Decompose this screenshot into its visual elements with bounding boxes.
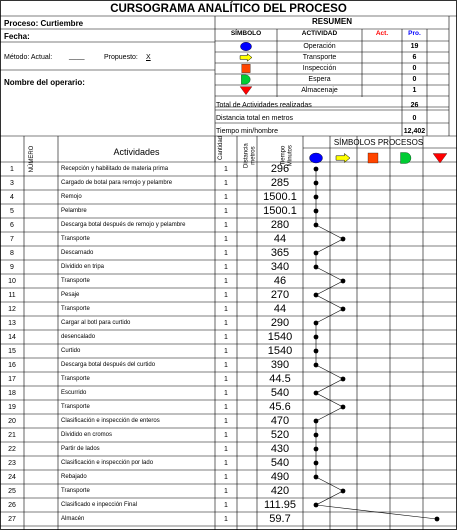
flow-dot-22	[314, 447, 319, 452]
row-time: 296	[270, 162, 290, 175]
row-time: 45.6	[269, 400, 291, 413]
operator-label: Nombre del operario:	[4, 78, 85, 87]
row-number: 5	[10, 207, 14, 215]
row-time: 285	[270, 176, 290, 189]
delay-icon	[241, 75, 250, 84]
summary-pro-count: 0	[412, 76, 417, 83]
summary-time-value: 12,402	[403, 128, 426, 135]
row-quantity: 1	[224, 459, 228, 467]
row-time: 280	[270, 218, 290, 231]
row-quantity: 1	[224, 361, 228, 369]
summary-activity: Inspección	[302, 65, 337, 72]
summary-total-value: 26	[410, 102, 419, 109]
row-activity: Escurrido	[61, 390, 87, 396]
summary-activity: Transporte	[302, 54, 337, 61]
row-number: 12	[8, 305, 16, 313]
row-quantity: 1	[224, 417, 228, 425]
row-quantity: 1	[224, 389, 228, 397]
column-distance-header: Distancia metros	[243, 143, 256, 168]
row-number: 23	[8, 459, 16, 467]
process-label: Proceso: Curtiembre	[4, 19, 84, 28]
row-activity: Clasificación e inspección por lado	[61, 460, 154, 466]
document-title: CURSOGRAMA ANALÍTICO DEL PROCESO	[110, 3, 347, 15]
row-quantity: 1	[224, 501, 228, 509]
row-time: 340	[270, 260, 290, 273]
flow-dot-21	[314, 433, 319, 438]
row-activity: Remojo	[61, 194, 82, 200]
row-number: 26	[8, 501, 16, 509]
row-quantity: 1	[224, 221, 228, 229]
summary-activity-header: ACTIVIDAD	[301, 30, 338, 37]
row-activity: Almacén	[61, 516, 85, 522]
row-quantity: 1	[224, 431, 228, 439]
row-time: 365	[270, 246, 290, 259]
row-quantity: 1	[224, 179, 228, 187]
row-activity: Dividido en cromos	[61, 432, 113, 438]
header-storage-icon	[433, 154, 447, 164]
row-activity: Pesaje	[61, 292, 80, 298]
row-activity: desencalado	[61, 334, 96, 340]
row-activity: Transporte	[61, 236, 90, 242]
row-quantity: 1	[224, 347, 228, 355]
summary-pro-count: 6	[412, 54, 417, 61]
flow-dot-1	[314, 167, 319, 172]
row-time: 540	[270, 386, 290, 399]
row-number: 15	[8, 347, 16, 355]
flow-dot-13	[314, 321, 319, 326]
row-time: 111.95	[263, 498, 296, 511]
row-number: 10	[8, 277, 16, 285]
row-time: 430	[270, 442, 290, 455]
row-activity: Partir de lados	[61, 446, 100, 452]
row-number: 11	[8, 291, 16, 299]
row-number: 6	[10, 221, 14, 229]
flow-dot-8	[314, 251, 319, 256]
flow-dot-6	[314, 223, 319, 228]
row-number: 19	[8, 403, 16, 411]
row-activity: Transporte	[61, 376, 90, 382]
row-activity: Cargado de botal para remojo y pelambre	[61, 180, 173, 186]
row-activity: Dividido en tripa	[61, 264, 105, 270]
row-quantity: 1	[224, 263, 228, 271]
row-time: 390	[270, 358, 290, 371]
row-number: 3	[10, 179, 14, 187]
flow-dot-18	[314, 391, 319, 396]
row-number: 27	[8, 515, 16, 523]
row-number: 4	[10, 193, 14, 201]
summary-pro-count: 0	[412, 65, 417, 72]
row-quantity: 1	[224, 487, 228, 495]
flow-dot-11	[314, 293, 319, 298]
flow-dot-9	[314, 265, 319, 270]
row-number: 18	[8, 389, 16, 397]
row-quantity: 1	[224, 515, 228, 523]
flow-dot-24	[314, 475, 319, 480]
summary-distance-label: Distancia total en metros	[216, 115, 294, 122]
summary-distance-value: 0	[412, 115, 417, 122]
method-proposed-label: Propuesto:	[104, 54, 138, 61]
summary-activity: Almacenaje	[301, 87, 338, 94]
row-time: 44	[273, 232, 287, 245]
header-delay-icon	[401, 153, 412, 164]
row-number: 22	[8, 445, 16, 453]
method-actual-value: ____	[69, 53, 85, 60]
row-number: 17	[8, 375, 16, 383]
row-number: 21	[8, 431, 16, 439]
column-activities-header: Actividades	[113, 147, 160, 157]
row-quantity: 1	[224, 305, 228, 313]
summary-activity: Espera	[308, 76, 331, 83]
row-activity: Descarga botal después de remojo y pelambre	[61, 222, 186, 228]
header-transport-icon	[336, 154, 350, 163]
row-quantity: 1	[224, 249, 228, 257]
row-time: 290	[270, 316, 290, 329]
summary-title: RESUMEN	[311, 17, 352, 26]
row-quantity: 1	[224, 403, 228, 411]
row-time: 44.5	[269, 372, 291, 385]
summary-activity: Operación	[303, 43, 336, 50]
row-quantity: 1	[224, 333, 228, 341]
column-quantity-header: Cantidad	[218, 135, 224, 161]
row-quantity: 1	[224, 235, 228, 243]
row-number: 14	[8, 333, 16, 341]
row-activity: Descarga botal después del curtido	[61, 362, 156, 368]
row-time: 270	[270, 288, 290, 301]
row-activity: Descarnado	[61, 250, 94, 256]
row-activity: Cargar al botl para curtido	[61, 320, 131, 326]
row-time: 46	[273, 274, 287, 287]
row-activity: Transporte	[61, 306, 90, 312]
summary-time-label: Tiempo min/hombre	[216, 128, 278, 135]
row-number: 13	[8, 319, 16, 327]
summary-pro-header: Pro.	[408, 30, 421, 37]
flow-dot-26	[314, 503, 319, 508]
flow-dot-23	[314, 461, 319, 466]
row-activity: Transporte	[61, 488, 90, 494]
row-time: 1500.1	[263, 204, 297, 217]
operation-icon	[240, 42, 251, 51]
row-quantity: 1	[224, 319, 228, 327]
flow-dot-19	[341, 405, 346, 410]
method-proposed-value: X	[146, 54, 151, 61]
method-actual-label: Método: Actual:	[4, 54, 53, 61]
flow-dot-3	[314, 181, 319, 186]
row-quantity: 1	[224, 193, 228, 201]
row-time: 540	[270, 456, 290, 469]
row-number: 16	[8, 361, 16, 369]
date-label: Fecha:	[4, 32, 30, 41]
summary-pro-count: 1	[412, 87, 417, 94]
flow-dot-27	[435, 517, 440, 522]
row-number: 7	[10, 235, 14, 243]
row-quantity: 1	[224, 165, 228, 173]
flow-dot-7	[341, 237, 346, 242]
flow-dot-5	[314, 209, 319, 214]
column-time-header: Tiempo Minutos	[280, 145, 293, 167]
row-time: 470	[270, 414, 290, 427]
flow-dot-4	[314, 195, 319, 200]
header-inspection-icon	[368, 153, 378, 163]
row-quantity: 1	[224, 291, 228, 299]
row-time: 520	[270, 428, 290, 441]
row-activity: Clasificado e inpección Final	[61, 502, 138, 508]
flow-dot-16	[314, 363, 319, 368]
flow-dot-10	[341, 279, 346, 284]
summary-act-header: Act.	[375, 30, 389, 37]
row-activity: Curtido	[61, 348, 81, 354]
row-time: 1540	[267, 330, 293, 343]
row-time: 1500.1	[263, 190, 297, 203]
flow-dot-12	[341, 307, 346, 312]
row-activity: Rebajado	[61, 474, 87, 480]
row-number: 1	[10, 165, 14, 173]
column-number-header: NÚMERO	[29, 145, 35, 173]
row-activity: Recepción y habilitado de materia prima	[61, 166, 169, 172]
inspection-icon	[242, 64, 251, 73]
flow-dot-14	[314, 335, 319, 340]
row-time: 420	[270, 484, 290, 497]
row-quantity: 1	[224, 375, 228, 383]
flow-dot-15	[314, 349, 319, 354]
row-quantity: 1	[224, 207, 228, 215]
row-activity: Pelambre	[61, 208, 87, 214]
row-activity: Clasificación e inspección de enteros	[61, 418, 160, 424]
row-number: 24	[8, 473, 16, 481]
flow-dot-20	[314, 419, 319, 424]
row-time: 44	[273, 302, 287, 315]
row-quantity: 1	[224, 445, 228, 453]
row-quantity: 1	[224, 277, 228, 285]
flow-dot-25	[341, 489, 346, 494]
row-number: 25	[8, 487, 16, 495]
row-activity: Transporte	[61, 404, 90, 410]
summary-pro-count: 19	[410, 43, 419, 50]
row-quantity: 1	[224, 473, 228, 481]
row-number: 20	[8, 417, 16, 425]
transport-icon	[240, 54, 252, 62]
row-activity: Transporte	[61, 278, 90, 284]
row-time: 1540	[267, 344, 293, 357]
storage-icon	[240, 87, 252, 95]
row-number: 8	[10, 249, 14, 257]
summary-symbol-header: SÍMBOLO	[230, 30, 262, 37]
row-time: 490	[270, 470, 290, 483]
summary-total-label: Total de Actividades realizadas	[216, 102, 312, 109]
header-operation-icon	[310, 153, 323, 163]
row-number: 9	[10, 263, 14, 271]
row-time: 59.7	[269, 512, 291, 525]
flow-dot-17	[341, 377, 346, 382]
symbols-processes-header: SÍMBOLOS PROCESOS	[333, 138, 424, 147]
